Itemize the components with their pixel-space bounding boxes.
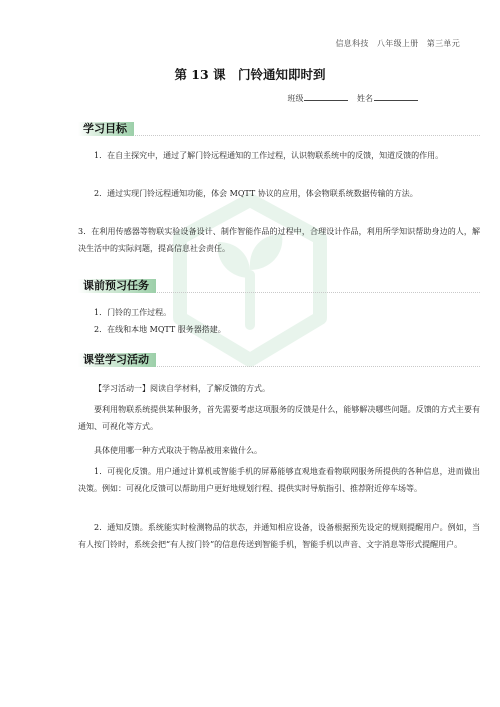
activity-paragraph-4: 1．可视化反馈。用户通过计算机或智能手机的屏幕能够直观地查看物联网服务所提供的各种信息，进而做出决策。例如：可视化反馈可以帮助用户更好地规划行程、提供实时导航指引、推荐附近停车场等。 bbox=[78, 467, 480, 493]
activity-paragraph-5: 2．通知反馈。系统能实时检测物品的状态，并通知相应设备，设备根据预先设定的规则提醒用户。例如，当有人按门铃时，系统会把“有人按门铃”的信息传送到智能手机，智能手机以声音、文字消息等形式提醒用户。 bbox=[78, 523, 480, 549]
dotted-rule bbox=[78, 135, 480, 136]
goal-item-2: 2．通过实现门铃远程通知功能，体会 MQTT 协议的应用，体会物联系统数据传输的方法。 bbox=[94, 189, 418, 198]
activity-paragraph-2: 要利用物联系统提供某种服务，首先需要考虑这项服务的反馈是什么，能够解决哪些问题。反馈的方式主要有通知、可视化等方式。 bbox=[78, 405, 480, 431]
lesson-title: 第 13 课 门铃通知即时到 bbox=[174, 67, 326, 82]
section-tab-activity: 课堂学习活动 bbox=[78, 353, 156, 367]
running-header: 信息科技 八年级上册 第三单元 bbox=[335, 39, 460, 48]
section-heading-preview bbox=[78, 279, 480, 295]
name-label: 姓名 bbox=[357, 94, 373, 103]
preview-item-2: 2．在线和本地 MQTT 服务器搭建。 bbox=[94, 325, 226, 334]
section-tab-preview: 课前预习任务 bbox=[78, 279, 156, 293]
class-label: 班级 bbox=[287, 94, 304, 103]
preview-item-1: 1．门铃的工作过程。 bbox=[94, 308, 172, 317]
section-heading-activity bbox=[78, 353, 480, 369]
activity-paragraph-1: 【学习活动一】阅读自学材料，了解反馈的方式。 bbox=[94, 384, 270, 393]
class-name-fields bbox=[287, 92, 424, 104]
section-tab-goals: 学习目标 bbox=[78, 122, 134, 136]
section-heading-goals bbox=[78, 122, 480, 138]
goal-item-3: 3．在利用传感器等物联实验设备设计、制作智能作品的过程中，合理设计作品，利用所学知识帮助身边的人，解决生活中的实际问题，提高信息社会责任。 bbox=[78, 227, 480, 253]
activity-paragraph-3: 具体使用哪一种方式取决于物品被用来做什么。 bbox=[94, 446, 262, 455]
class-blank[interactable] bbox=[304, 92, 348, 101]
goal-item-1: 1．在自主探究中，通过了解门铃远程通知的工作过程，认识物联系统中的反馈，知道反馈的作用。 bbox=[94, 151, 444, 160]
name-blank[interactable] bbox=[374, 92, 418, 101]
